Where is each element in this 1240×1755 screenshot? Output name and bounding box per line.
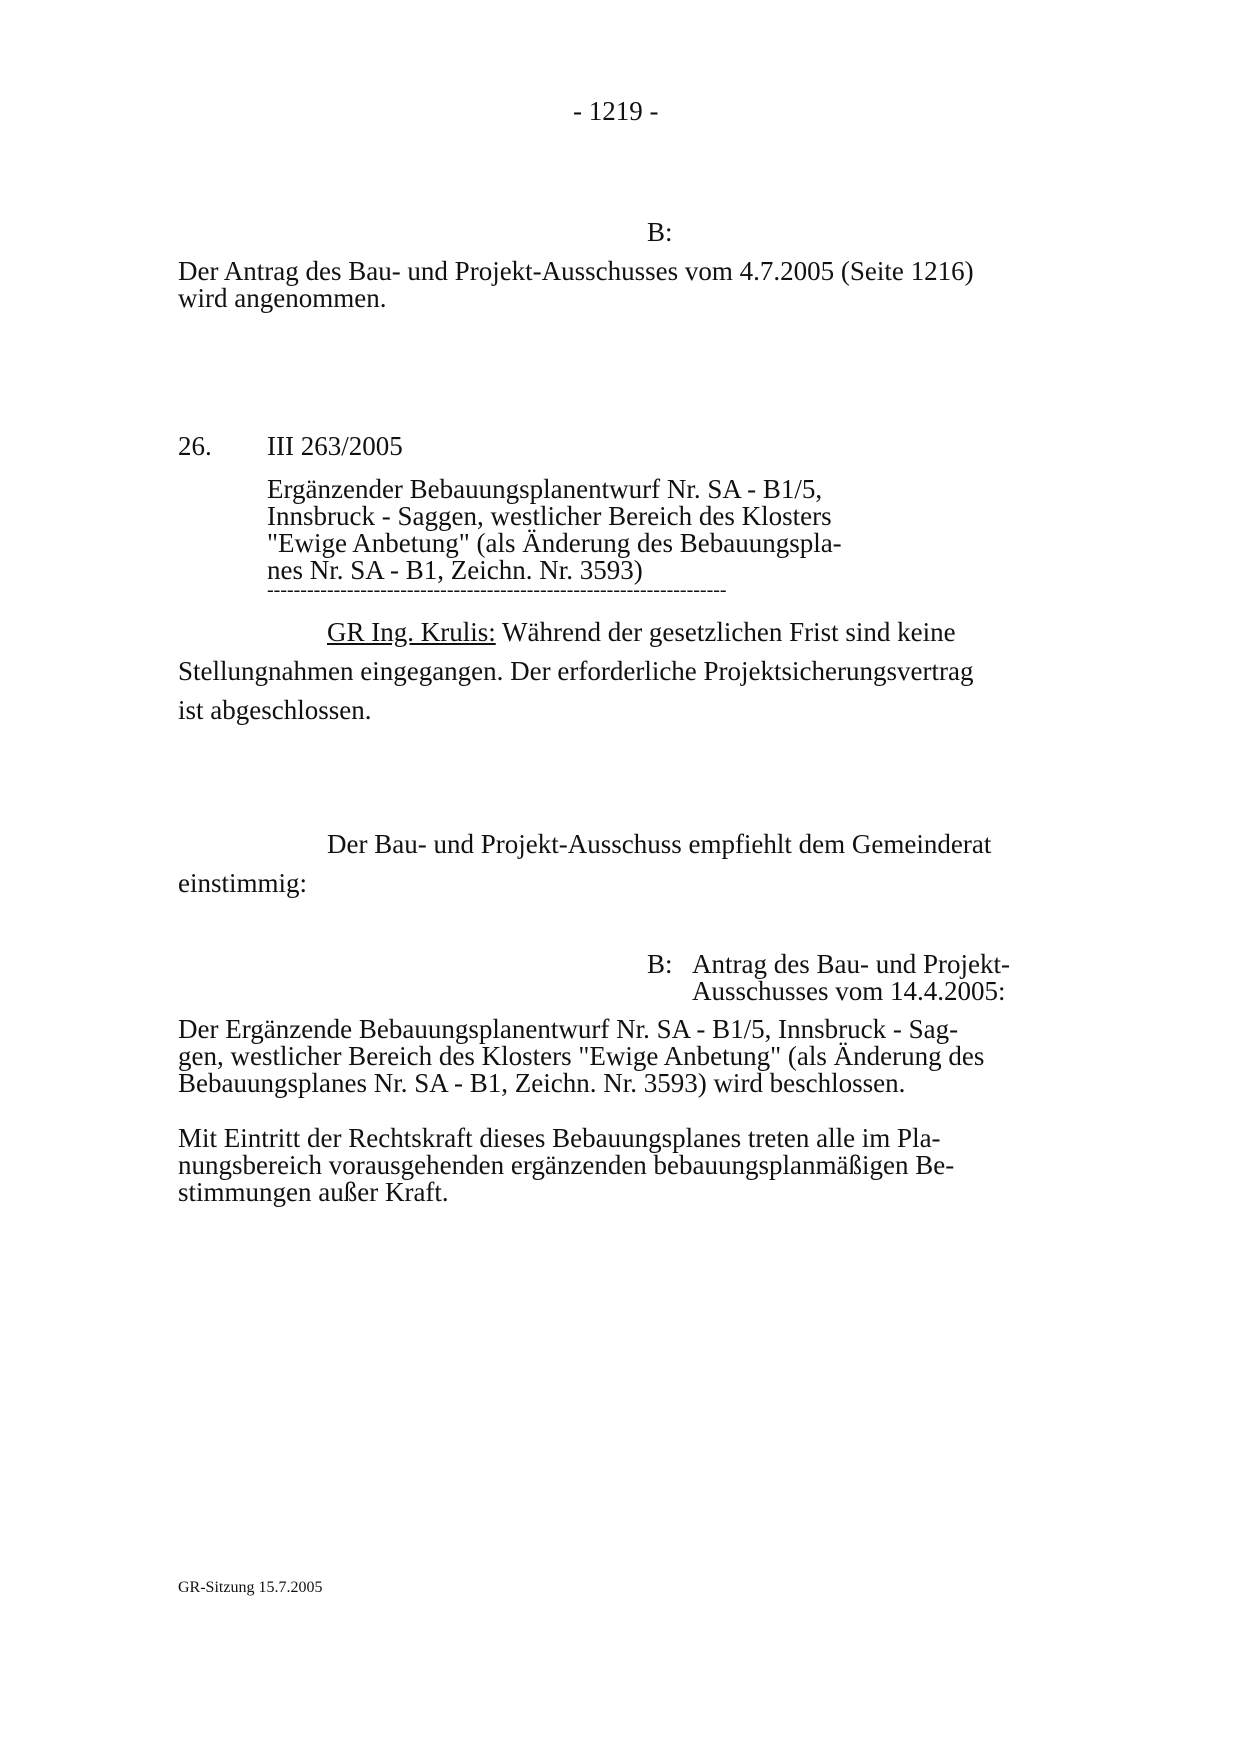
decision-text-line: wird angenommen. [178,283,387,313]
item-title-line: "Ewige Anbetung" (als Änderung des Bebauungspla- [267,528,842,558]
item-number: 26. [178,431,212,461]
decision-label: B: [647,217,673,247]
decision-heading-line: Ausschusses vom 14.4.2005: [692,976,1006,1006]
decision-heading-line: Antrag des Bau- und Projekt- [692,949,1010,979]
statement-line: ist abgeschlossen. [178,695,372,725]
closing-line: Mit Eintritt der Rechtskraft dieses Bebauungsplanes treten alle im Pla- [178,1123,941,1153]
recommendation-line: Der Bau- und Projekt-Ausschuss empfiehlt dem Gemeinderat [327,829,992,859]
item-title-line: Innsbruck - Saggen, westlicher Bereich des Klosters [267,501,832,531]
statement-first-line [327,619,956,646]
closing-line: nungsbereich vorausgehenden ergänzenden bebauungsplanmäßigen Be- [178,1150,955,1180]
recommendation-line: einstimmig: [178,868,308,898]
page-number: - 1219 - [573,96,659,126]
closing-line: stimmungen außer Kraft. [178,1177,449,1207]
speaker-name: GR Ing. Krulis: [327,617,496,647]
separator-line: --------------------------------------------------------------------- [267,579,727,601]
item-title-line: nes Nr. SA - B1, Zeichn. Nr. 3593) [267,555,643,585]
item-reference: III 263/2005 [267,431,403,461]
decision-text-line: Der Ergänzende Bebauungsplanentwurf Nr. SA - B1/5, Innsbruck - Sag- [178,1014,959,1044]
decision-text-line: gen, westlicher Bereich des Klosters "Ewige Anbetung" (als Änderung des [178,1041,985,1071]
decision-text-line: Bebauungsplanes Nr. SA - B1, Zeichn. Nr. 3593) wird beschlossen. [178,1068,906,1098]
statement-text: Während der gesetzlichen Frist sind keine [502,617,956,647]
footer-session: GR-Sitzung 15.7.2005 [178,1579,323,1596]
decision-label: B: [647,949,673,979]
decision-text-line: Der Antrag des Bau- und Projekt-Ausschusses vom 4.7.2005 (Seite 1216) [178,256,974,286]
statement-line: Stellungnahmen eingegangen. Der erforderliche Projektsicherungsvertrag [178,656,974,686]
item-title-line: Ergänzender Bebauungsplanentwurf Nr. SA - B1/5, [267,474,823,504]
